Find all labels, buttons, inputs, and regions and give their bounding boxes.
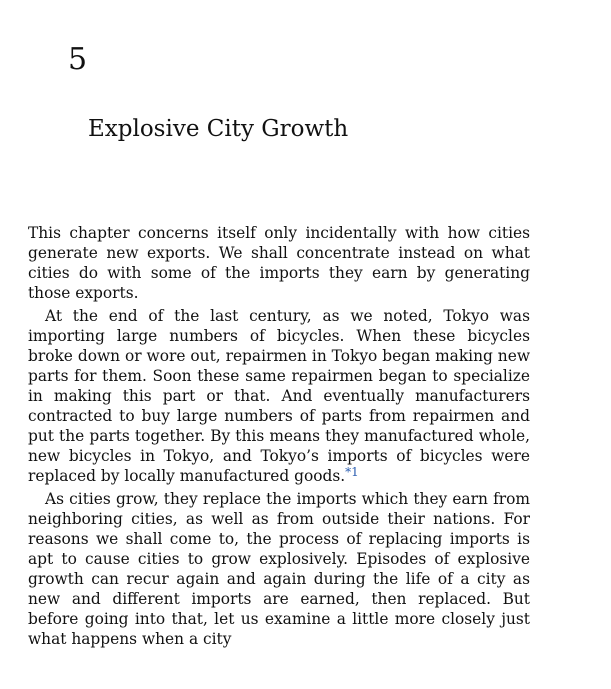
paragraph-1-text: This chapter concerns itself only incidentally with how cities generate new exports. We shall concentrate instead on what cities do with some of the imports they earn by generating those exports. xyxy=(28,224,530,302)
paragraph-3-text: As cities grow, they replace the imports which they earn from neighboring cities, as well as from outside their nations. For reasons we shall come to, the process of replacing imports is apt to cause cities to grow explosively. Episodes of explosive growth can recur again and again during the life of a city as new and different imports are earned, then replaced. But before going into that, let us examine a little more closely just what happens when a city xyxy=(28,490,530,648)
paragraph-2 xyxy=(28,306,530,486)
chapter-title: Explosive City Growth xyxy=(88,116,349,143)
paragraph-3 xyxy=(28,489,530,649)
paragraph-2-text: At the end of the last century, as we noted, Tokyo was importing large numbers of bicycles. When these bicycles broke down or wore out, repairmen in Tokyo began making new parts for them. Soon these same repairmen began to specialize in making this part or that. And eventually manufacturers contracted to buy large numbers of parts from repairmen and put the parts together. By this means they manufactured whole, new bicycles in Tokyo, and Tokyo’s imports of bicycles were replaced by locally manufactured goods. xyxy=(28,307,530,485)
footnote-link[interactable]: *1 xyxy=(345,465,359,479)
chapter-body xyxy=(28,223,530,649)
paragraph-1 xyxy=(28,223,530,303)
chapter-number: 5 xyxy=(68,42,88,77)
